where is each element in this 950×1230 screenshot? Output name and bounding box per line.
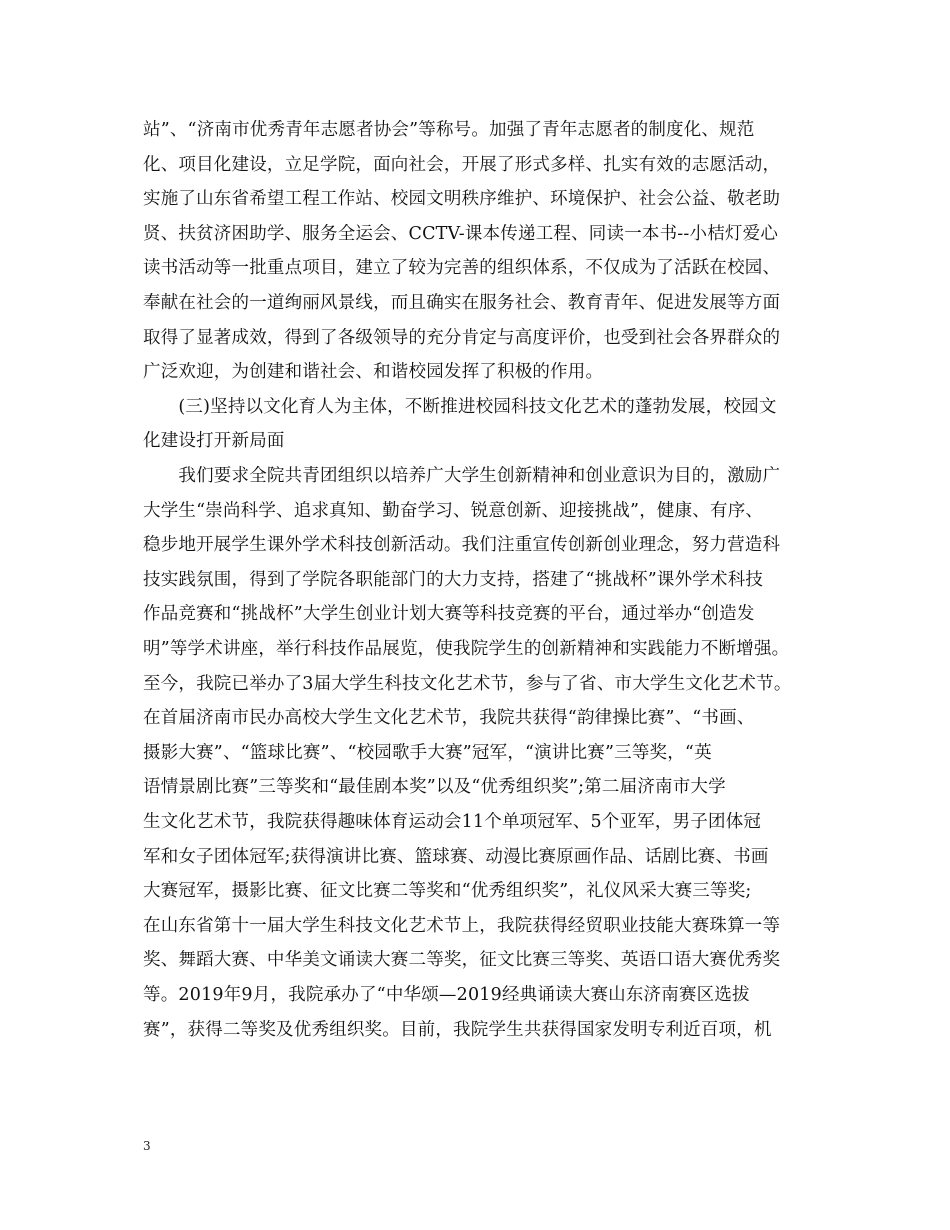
text-line: 赛”，获得二等奖及优秀组织奖。目前，我院学生共获得国家发明专利近百项，机	[143, 1019, 772, 1040]
text-line: 大学生“崇尚科学、追求真知、勤奋学习、锐意创新、迎接挑战”，健康、有序、	[143, 500, 764, 521]
page-number: 3	[143, 1139, 151, 1153]
text-line: 语情景剧比赛”三等奖和“最佳剧本奖”以及“优秀组织奖”;第二届济南市大学	[143, 777, 726, 798]
text-line: 实施了山东省希望工程工作站、校园文明秩序维护、环境保护、社会公益、敬老助	[143, 189, 781, 210]
text-line: 化建设打开新局面	[143, 431, 285, 452]
text-line: 广泛欢迎，为创建和谐社会、和谐校园发挥了积极的作用。	[143, 362, 604, 383]
text-line: 作品竞赛和“挑战杯”大学生创业计划大赛等科技竞赛的平台，通过举办“创造发	[143, 604, 755, 625]
text-line: 读书活动等一批重点项目，建立了较为完善的组织体系，不仅成为了活跃在校园、	[143, 258, 781, 279]
text-line: 奉献在社会的一道绚丽风景线，而且确实在服务社会、教育青年、促进发展等方面	[143, 293, 781, 313]
text-line: 明”等学术讲座，举行科技作品展览，使我院学生的创新精神和实践能力不断增强。	[143, 639, 790, 659]
text-line: 取得了显著成效，得到了各级领导的充分肯定与高度评价，也受到社会各界群众的	[143, 327, 781, 348]
text-line: 奖、舞蹈大赛、中华美文诵读大赛二等奖，征文比赛三等奖、英语口语大赛优秀奖	[143, 950, 781, 971]
text-line: 站”、“济南市优秀青年志愿者协会”等称号。加强了青年志愿者的制度化、规范	[143, 120, 755, 140]
text-line: 化、项目化建设，立足学院，面向社会，开展了形式多样、扎实有效的志愿活动，	[143, 154, 781, 175]
text-line: 我们要求全院共青团组织以培养广大学生创新精神和创业意识为目的，激励广	[143, 466, 781, 486]
text-line: 大赛冠军，摄影比赛、征文比赛二等奖和“优秀组织奖”，礼仪风采大赛三等奖;	[143, 881, 752, 902]
text-line: 摄影大赛”、“篮球比赛”、“校园歌手大赛”冠军，“演讲比赛”三等奖，“英	[143, 742, 712, 763]
text-line: 贤、扶贫济困助学、服务全运会、CCTV-课本传递工程、同读一本书--小桔灯爱心	[143, 223, 779, 244]
text-line: 在首届济南市民办高校大学生文化艺术节，我院共获得“韵律操比赛”、“书画、	[143, 708, 755, 729]
text-line: 军和女子团体冠军;获得演讲比赛、篮球赛、动漫比赛原画作品、话剧比赛、书画	[143, 846, 769, 867]
text-line: 等。2019年9月，我院承办了“中华颂—2019经典诵读大赛山东济南赛区选拔	[143, 985, 750, 1005]
text-line: 生文化艺术节，我院获得趣味体育运动会11个单项冠军、5个亚军，男子团体冠	[143, 812, 762, 832]
text-line: (三)坚持以文化育人为主体，不断推进校园科技文化艺术的蓬勃发展，校园文	[143, 396, 777, 417]
text-line: 至今，我院已举办了3届大学生科技文化艺术节，参与了省、市大学生文化艺术节。	[143, 673, 792, 694]
text-line: 技实践氛围，得到了学院各职能部门的大力支持，搭建了“挑战杯”课外学术科技	[143, 569, 764, 590]
text-line: 在山东省第十一届大学生科技文化艺术节上，我院获得经贸职业技能大赛珠算一等	[143, 915, 781, 936]
text-line: 稳步地开展学生课外学术科技创新活动。我们注重宣传创新创业理念，努力营造科	[143, 535, 781, 556]
